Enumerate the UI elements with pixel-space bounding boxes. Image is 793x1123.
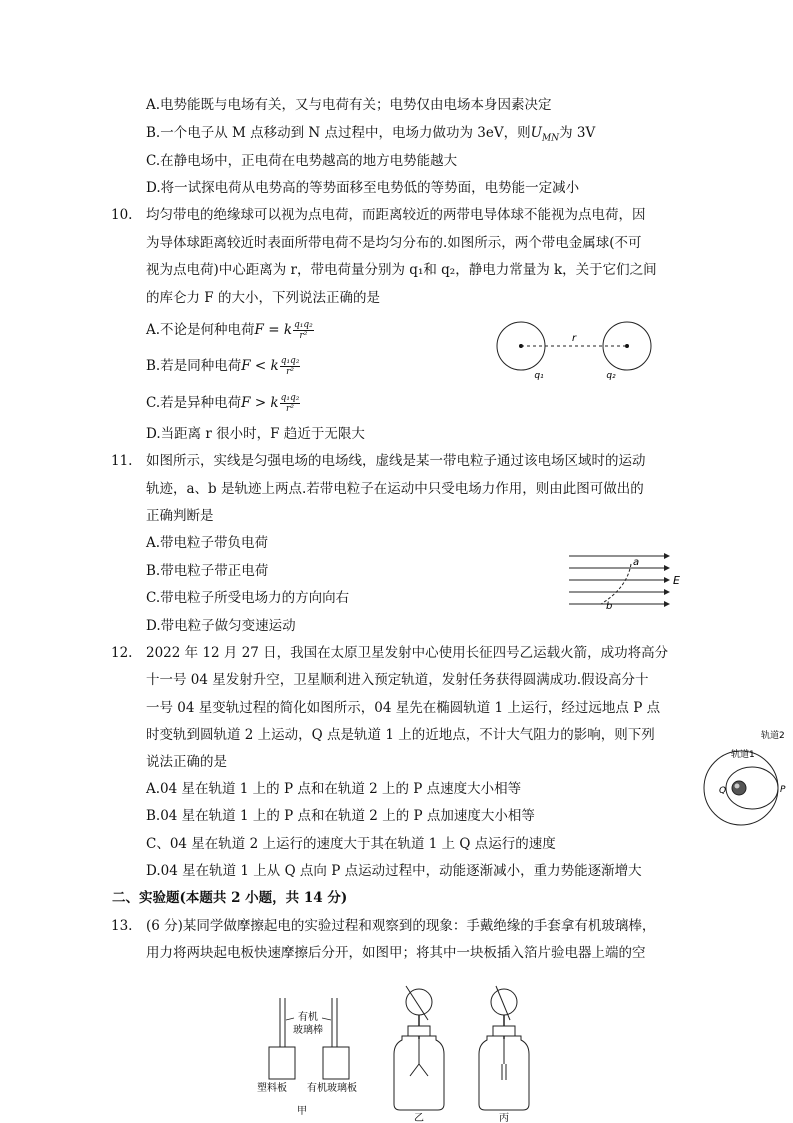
q10-stem-line-2: 为导体球距离较近时表面所带电荷不是均匀分布的.如图所示，两个带电金属球(不可 bbox=[146, 235, 642, 251]
point-a-label: a bbox=[633, 557, 640, 568]
q10-option-c bbox=[146, 393, 300, 414]
earth bbox=[732, 781, 746, 795]
q10-fraction-a bbox=[293, 320, 314, 341]
label-yi: 乙 bbox=[414, 1113, 424, 1122]
q12-orbit-figure bbox=[703, 726, 791, 834]
q10-f-a: F bbox=[254, 322, 264, 338]
distance-label: r bbox=[571, 333, 577, 344]
q12-stem-line-2: 十一号 04 星发射升空，卫星顺利进入预定轨道，发射任务获得圆满成功.假设高分十 bbox=[146, 672, 649, 688]
q11-stem-line-3: 正确判断是 bbox=[146, 508, 214, 524]
q9-option-b-var: U bbox=[530, 125, 543, 141]
q10-option-a-text: A.不论是何种电荷 bbox=[146, 322, 255, 338]
particle-trajectory bbox=[601, 564, 631, 604]
q10-eq: = bbox=[268, 322, 280, 338]
q10-frac-num-c: q₁q₂ bbox=[280, 393, 300, 403]
q11-number: 11. bbox=[111, 453, 133, 469]
point-p-label: P bbox=[780, 785, 786, 795]
q9-option-b-text: B.一个电子从 M 点移动到 N 点过程中，电场力做功为 3eV，则 bbox=[146, 125, 531, 141]
earth-highlight bbox=[735, 784, 740, 789]
q2-label: q₂ bbox=[606, 371, 616, 381]
q10-stem-line-1: 均匀带电的绝缘球可以视为点电荷，而距离较近的两带电导体球不能视为点电荷，因 bbox=[146, 207, 646, 223]
q10-f-c: F bbox=[241, 395, 251, 411]
q10-option-b bbox=[146, 356, 300, 377]
section-2-heading: 二、实验题(本题共 2 小题，共 14 分) bbox=[112, 890, 348, 906]
q12-option-a: A.04 星在轨道 1 上的 P 点和在轨道 2 上的 P 点速度大小相等 bbox=[146, 781, 522, 797]
q9-option-b bbox=[146, 124, 595, 148]
q10-lt: < bbox=[254, 358, 267, 374]
q10-number: 10. bbox=[111, 207, 133, 223]
q12-stem-line-4: 时变轨到圆轨道 2 上运动，Q 点是轨道 1 上的近地点，不计大气阻力的影响，则下列 bbox=[146, 727, 655, 743]
q12-option-d: D.04 星在轨道 1 上从 Q 点向 P 点运动过程中，动能逐渐减小，重力势能逐渐增大 bbox=[146, 863, 642, 879]
q9-option-b-post: 为 3V bbox=[559, 125, 596, 141]
q12-stem-line-1: 2022 年 12 月 27 日，我国在太原卫星发射中心使用长征四号乙运载火箭，成功将高分 bbox=[146, 645, 669, 661]
label-bing: 丙 bbox=[499, 1113, 509, 1122]
q10-option-c-text: C.若是异种电荷 bbox=[146, 395, 242, 411]
q9-option-b-sub: MN bbox=[542, 133, 560, 144]
q10-frac-num-b: q₁q₂ bbox=[280, 356, 300, 366]
q10-option-a bbox=[146, 320, 314, 341]
q10-stem-line-3: 视为点电荷)中心距离为 r，带电荷量分别为 q₁和 q₂，静电力常量为 k，关于它们之间 bbox=[146, 262, 657, 278]
q10-frac-den-a: r² bbox=[299, 331, 308, 341]
q10-fraction-b bbox=[280, 356, 301, 377]
q10-k-b: k bbox=[270, 358, 279, 374]
plastic-plate bbox=[269, 1047, 295, 1079]
q10-frac-num-a: q₁q₂ bbox=[294, 320, 313, 330]
point-b-label: b bbox=[606, 601, 613, 612]
q13-stem-line-2: 用力将两块起电板快速摩擦后分开，如图甲；将其中一块板插入箔片验电器上端的空 bbox=[146, 945, 646, 961]
q9-option-c: C.在静电场中，正电荷在电势越高的地方电势能越大 bbox=[146, 153, 458, 169]
q10-k-c: k bbox=[270, 395, 279, 411]
q12-option-b: B.04 星在轨道 1 上的 P 点和在轨道 2 上的 P 点加速度大小相等 bbox=[146, 808, 535, 824]
q11-option-c: C.带电粒子所受电场力的方向向右 bbox=[146, 590, 350, 606]
q12-stem-line-5: 说法正确的是 bbox=[146, 754, 227, 770]
q12-number: 12. bbox=[111, 645, 133, 661]
q10-gt: > bbox=[254, 395, 267, 411]
q13-experiment-figure bbox=[252, 984, 552, 1122]
label-jia: 甲 bbox=[297, 1106, 307, 1117]
orbit-1-label: 轨道1 bbox=[731, 750, 755, 760]
glass-plate-label: 有机玻璃板 bbox=[307, 1083, 357, 1094]
q10-frac-den-c: r² bbox=[286, 404, 294, 414]
q1-label: q₁ bbox=[534, 371, 544, 381]
q9-option-d: D.将一试探电荷从电势高的等势面移至电势低的等势面，电势能一定减小 bbox=[146, 180, 580, 196]
q10-stem-line-4: 的库仑力 F 的大小，下列说法正确的是 bbox=[146, 290, 380, 306]
figure-bing bbox=[479, 986, 529, 1122]
q13-stem-line-1: (6 分)某同学做摩擦起电的实验过程和观察到的现象：手戴绝缘的手套拿有机玻璃棒， bbox=[146, 918, 656, 934]
q13-number: 13. bbox=[111, 918, 133, 934]
q11-option-d: D.带电粒子做匀变速运动 bbox=[146, 618, 296, 634]
q10-fraction-c bbox=[280, 393, 301, 414]
figure-jia bbox=[257, 998, 357, 1117]
figure-yi bbox=[394, 986, 444, 1122]
rod-label-line-2: 玻璃棒 bbox=[293, 1025, 323, 1036]
point-q-label: Q bbox=[719, 786, 727, 796]
q12-option-c: C、04 星在轨道 2 上运行的速度大于其在轨道 1 上 Q 点运行的速度 bbox=[146, 836, 556, 852]
rod-label-line-1: 有机 bbox=[298, 1012, 318, 1023]
field-e-label: E bbox=[673, 574, 680, 587]
q11-option-a: A.带电粒子带负电荷 bbox=[146, 535, 269, 551]
plastic-plate-label: 塑料板 bbox=[257, 1083, 287, 1094]
orbit-2-label: 轨道2 bbox=[761, 731, 785, 741]
q10-frac-den-b: r² bbox=[286, 367, 295, 377]
q10-f-b: F bbox=[241, 358, 251, 374]
q11-stem-line-2: 轨迹，a、b 是轨迹上两点.若带电粒子在运动中只受电场力作用，则由此图可做出的 bbox=[146, 481, 644, 497]
q10-spheres-figure bbox=[495, 318, 665, 384]
q12-stem-line-3: 一号 04 星变轨过程的简化如图所示，04 星先在椭圆轨道 1 上运行，经过远地点 P 点 bbox=[146, 700, 661, 716]
q11-option-b: B.带电粒子带正电荷 bbox=[146, 563, 269, 579]
q10-option-b-text: B.若是同种电荷 bbox=[146, 358, 242, 374]
q11-stem-line-1: 如图所示，实线是匀强电场的电场线，虚线是某一带电粒子通过该电场区域时的运动 bbox=[146, 453, 646, 469]
q10-k-a: k bbox=[283, 322, 293, 338]
q9-option-a: A.电势能既与电场有关，又与电荷有关；电势仅由电场本身因素决定 bbox=[146, 97, 552, 113]
glass-plate bbox=[323, 1047, 349, 1079]
q10-option-d: D.当距离 r 很小时，F 趋近于无限大 bbox=[146, 426, 365, 442]
q11-electric-field-figure bbox=[565, 548, 685, 616]
